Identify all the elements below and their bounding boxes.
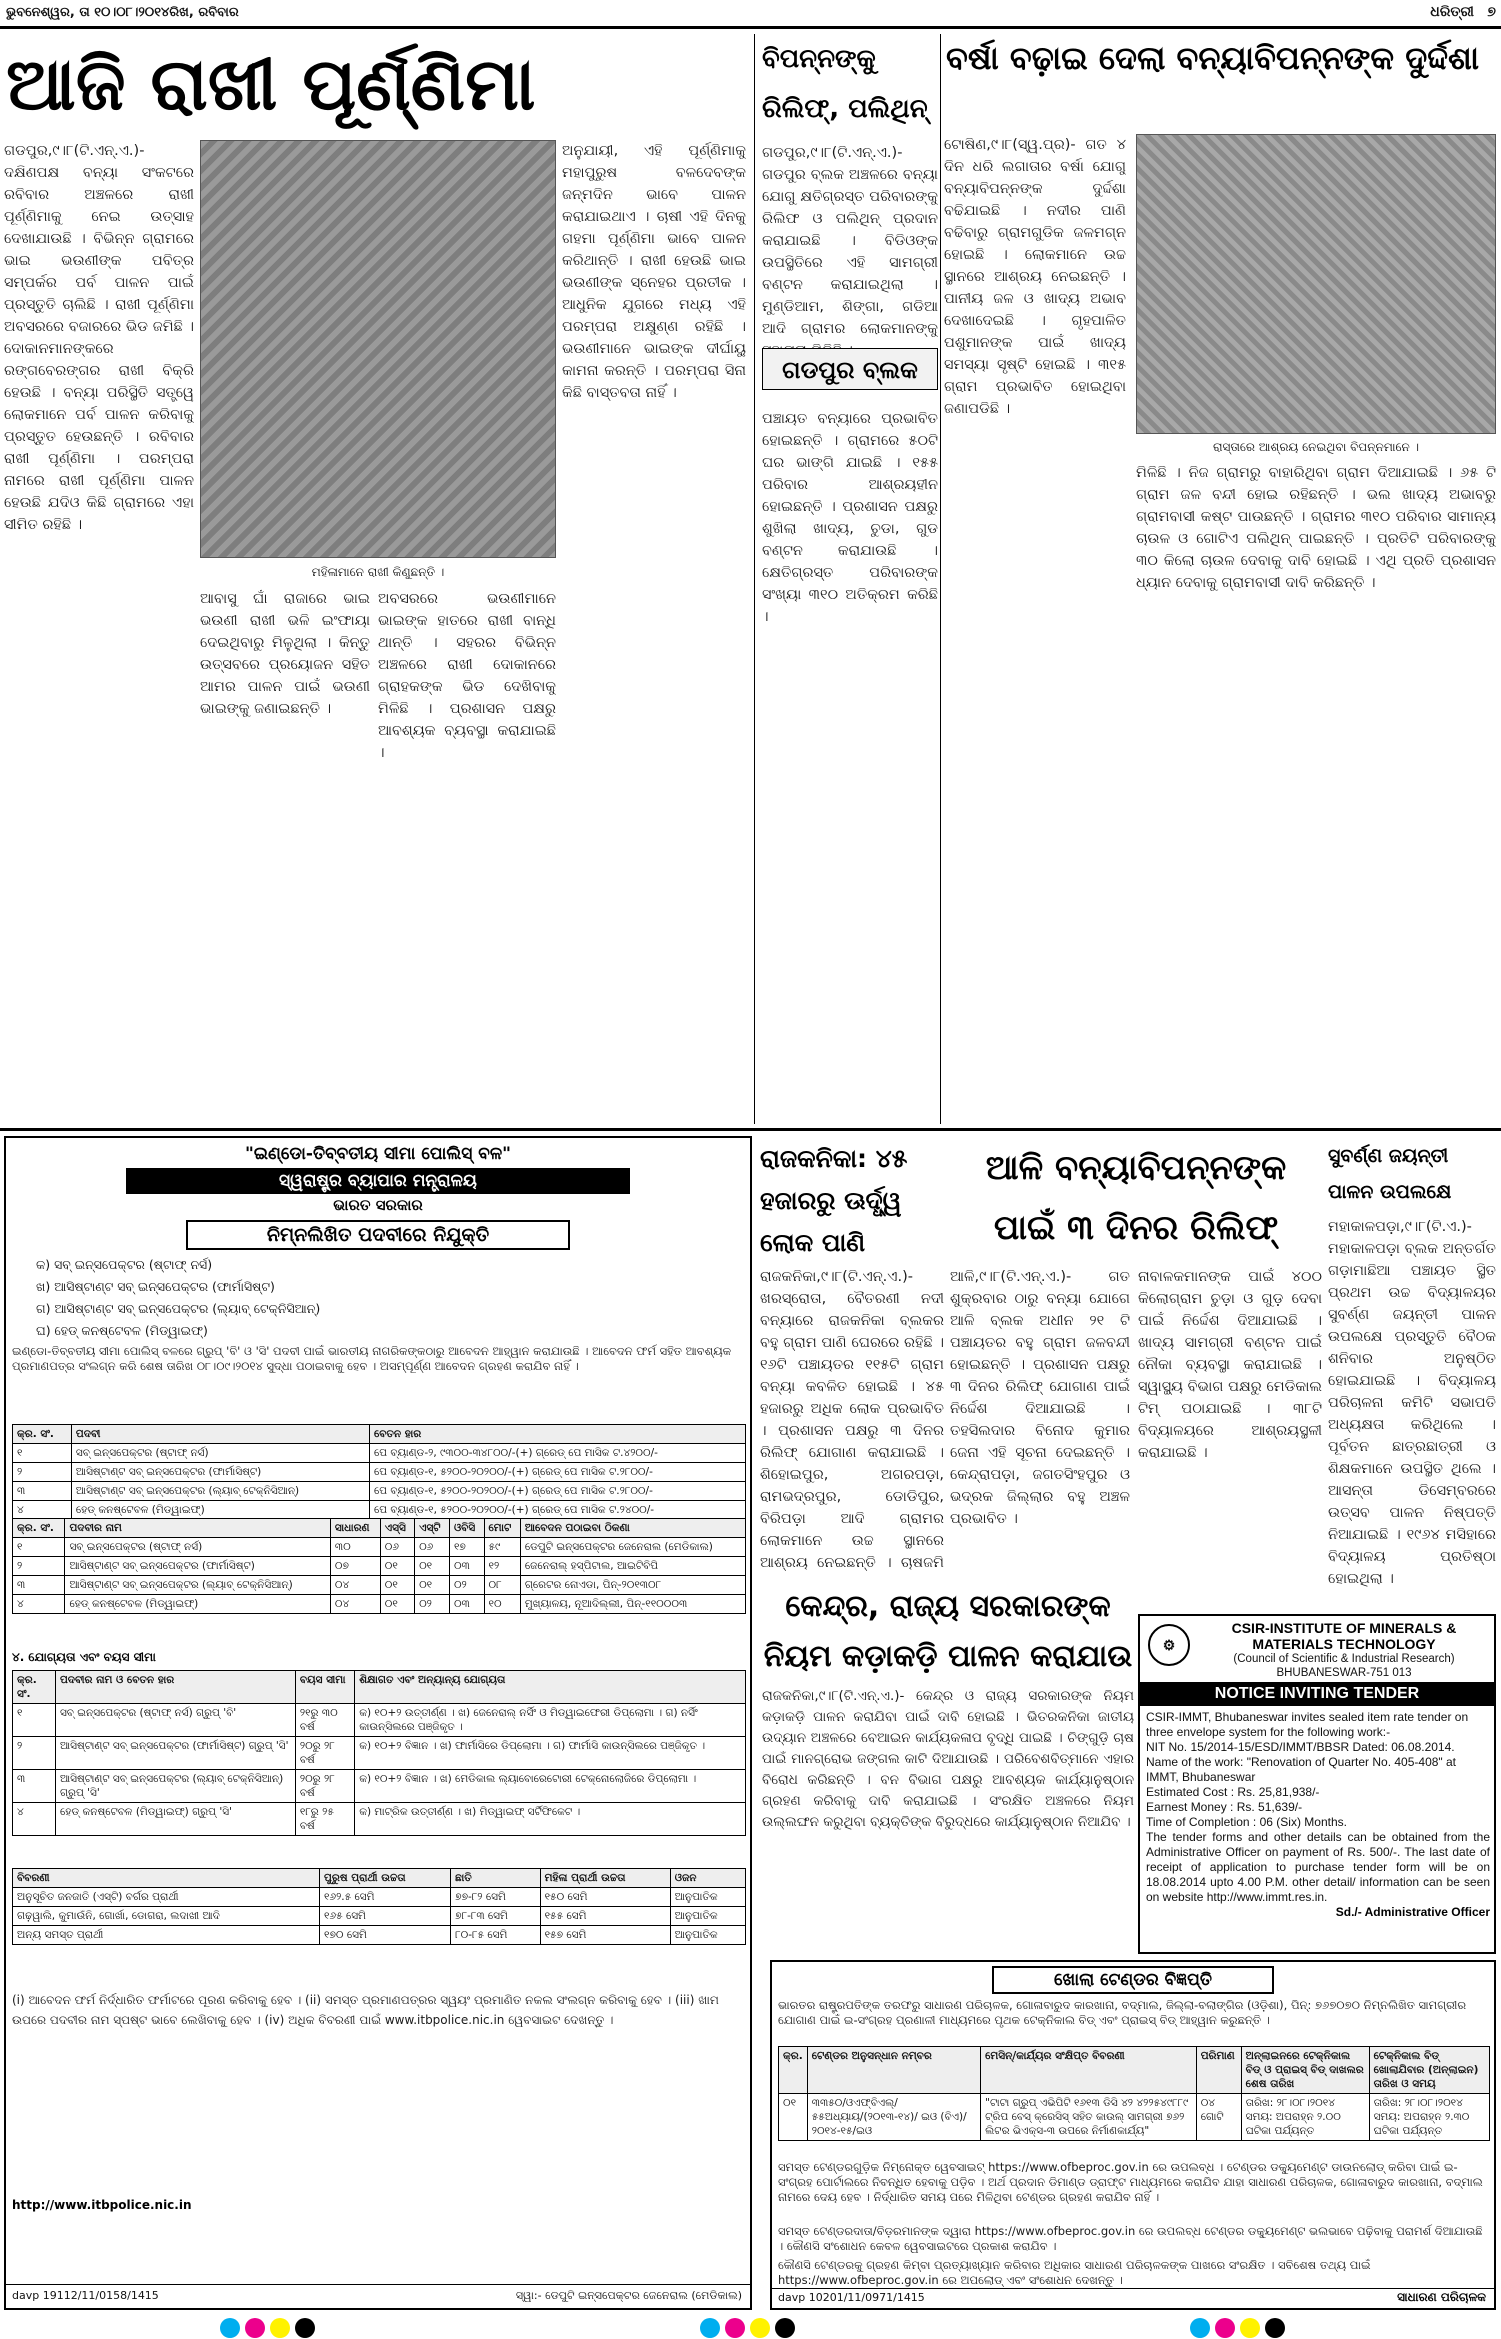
rakhi-col3: ଅବସରରେ ଭଉଣୀମାନେ ଭାଇଙ୍କ ହାତରେ ରାଖୀ ବାନ୍ଧି ଥାନ୍ତି । ସହରର ବିଭିନ୍ନ ଅଞ୍ଚଳରେ ରାଖୀ ଦୋକାନରେ ଗ୍ରାହକଙ୍କ ଭିଡ ଦେଖିବାକୁ ମିଳିଛି । ପ୍ରଶାସନ ପକ୍ଷରୁ ଆବଶ୍ୟକ ବ୍ୟବସ୍ଥା କରାଯାଇଛି । bbox=[378, 591, 556, 761]
kendra-story bbox=[758, 1582, 1134, 1954]
flood-body2: ମିଳିଛି । ନିଜ ଗ୍ରାମରୁ ବାହାରିଥିବା ଗ୍ରାମ ଦିଆଯାଇଛି । ୬୫ ଟି ଗ୍ରାମ ଜଳ ବନ୍ଦୀ ହୋଇ ରହିଛନ୍ତି । ଭଲ ଖାଦ୍ୟ ଅଭାବରୁ ଗ୍ରାମବାସୀ କଷ୍ଟ ପାଉଛନ୍ତି । ଗ୍ରାମର ୩୧୦ ପରିବାର ସାମାନ୍ୟ ଚାଉଳ ଓ ଗୋଟିଏ ପଲିଥିନ୍ ପାଇଛନ୍ତି । ପ୍ରତିଟି ପରିବାରଙ୍କୁ ୩୦ କିଲୋ ଚାଉଳ ଦେବାକୁ ଦାବି ହୋଇଛି । ଏଥି ପ୍ରତି ପ୍ରଶାସନ ଧ୍ୟାନ ଦେବାକୁ ଗ୍ରାମବାସୀ ଦାବି କରିଛନ୍ତି । bbox=[1136, 465, 1496, 591]
table-row: ୩ ଆସିଷ୍ଟାଣ୍ଟ ସବ୍ ଇନ୍ସପେକ୍ଟର (ଲ୍ୟାବ୍ ଟେକ୍ନିସିଆନ୍) ପେ ବ୍ୟାଣ୍ଡ-୧, ୫୨୦୦-୨୦୨୦୦/-(+) ଗ୍ରେଡ୍ ପେ ମାସିକ ଟ.୨୮୦୦/- bbox=[13, 1482, 746, 1501]
phys-header: ମହିଳା ପ୍ରାର୍ଥୀ ଉଚ୍ଚତା bbox=[540, 1869, 670, 1888]
csir-org4: BHUBANESWAR-751 013 bbox=[1276, 1667, 1412, 1679]
page-number: ୭ bbox=[1487, 4, 1496, 20]
itbp-post: ଘ) ହେଡ୍ କନଷ୍ଟେବଳ (ମିଡ୍‌ୱାଇଫ୍) bbox=[36, 1323, 208, 1338]
ofb-tender-ad bbox=[770, 1960, 1496, 2310]
vac-header: ସାଧାରଣ bbox=[330, 1519, 380, 1538]
table-row: ୨ ଆସିଷ୍ଟାଣ୍ଟ ସବ୍ ଇନ୍ସପେକ୍ଟର (ଫାର୍ମାସିଷ୍ଟ) ଗ୍ରୁପ୍ 'ସି' ୨୦ରୁ ୨୮ ବର୍ଷ କ) ୧୦+୨ ବିଜ୍ଞାନ । ଖ) ଫାର୍ମାସିରେ ଡିପ୍ଲୋମା । ଗ) ଫାର୍ମାସି କାଉନ୍ସିଲରେ ପଞ୍ଜିକୃତ । bbox=[13, 1737, 746, 1770]
magenta-dot-icon bbox=[1215, 2318, 1235, 2338]
phys-header: ଓଜନ bbox=[670, 1869, 745, 1888]
black-dot-icon bbox=[775, 2318, 795, 2338]
yellow-dot-icon bbox=[1240, 2318, 1260, 2338]
cyan-dot-icon bbox=[1190, 2318, 1210, 2338]
ofb-header: ଟେଣ୍ଡର ଅନୁସନ୍ଧାନ ନମ୍ବର bbox=[807, 2047, 980, 2094]
itbp-footer bbox=[6, 2284, 750, 2308]
relief-body2: ପଞ୍ଚାୟତ ବନ୍ୟାରେ ପ୍ରଭାବିତ ହୋଇଛନ୍ତି । ଗ୍ରାମରେ ୫୦ଟି ଘର ଭାଙ୍ଗି ଯାଇଛି । ୧୫୫ ପରିବାର ଆଶ୍ରୟହୀନ ହୋଇଛନ୍ତି । ପ୍ରଶାସନ ପକ୍ଷରୁ ଶୁଖିଲା ଖାଦ୍ୟ, ଚୁଡା, ଗୁଡ ବଣ୍ଟନ କରାଯାଉଛି । କ୍ଷେତିଗ୍ରସ୍ତ ପରିବାରଙ୍କ ସଂଖ୍ୟା ୩୧୦ ଅତିକ୍ରମ କରିଛି । bbox=[762, 411, 938, 625]
three-day-body2: ନାବାଳକମାନଙ୍କ ପାଇଁ ୪୦୦ କିଲୋଗ୍ରାମ ଚୁଡ଼ା ଓ ଗୁଡ଼ ଦେବା ପାଇଁ ନିର୍ଦ୍ଦେଶ ଦିଆଯାଇଛି । ଖାଦ୍ୟ ସାମଗ୍ରୀ ବଣ୍ଟନ ପାଇଁ ନୌକା ବ୍ୟବସ୍ଥା କରାଯାଇଛି । ସ୍ୱାସ୍ଥ୍ୟ ବିଭାଗ ପକ୍ଷରୁ ମେଡିକାଲ ଟିମ୍ ପଠାଯାଇଛି । ୩୮ଟି ବିଦ୍ୟାଳୟରେ ଆଶ୍ରୟସ୍ଥଳୀ କରାଯାଇଛି । bbox=[1138, 1269, 1322, 1461]
pay-header: କ୍ର. ସଂ. bbox=[13, 1425, 72, 1444]
rakhi-col1: ଗଡପୁର,୯।୮(ଟି.ଏନ୍.ଏ.)- ଦକ୍ଷିଣପକ୍ଷ ବନ୍ୟା ସଂକଟରେ ରବିବାର ଅଞ୍ଚଳରେ ରାଖୀ ପୂର୍ଣ୍ଣିମାକୁ ନେଇ ଉତ୍ସାହ ଦେଖାଯାଉଛି । ବିଭିନ୍ନ ଗ୍ରାମରେ ଭାଇ ଭଉଣୀଙ୍କ ପବିତ୍ର ସମ୍ପର୍କର ପର୍ବ ପାଳନ ପାଇଁ ପ୍ରସ୍ତୁତି ଚାଲିଛି । ରାଖୀ ପୂର୍ଣ୍ଣିମା ଅବସରରେ ବଜାରରେ ଭିଡ ଜମିଛି । ଦୋକାନମାନଙ୍କରେ ରଙ୍ଗବେରଙ୍ଗର ରାଖୀ ବିକ୍ରି ହେଉଛି । ବନ୍ୟା ପରିସ୍ଥିତି ସତ୍ତ୍ୱେ ଲୋକମାନେ ପର୍ବ ପାଳନ କରିବାକୁ ପ୍ରସ୍ତୁତ ହେଉଛନ୍ତି । ରବିବାର ରାଖୀ ପୂର୍ଣ୍ଣିମା । ପରମ୍ପରା ନାମରେ ରାଖୀ ପୂର୍ଣ୍ଣିମା ପାଳନ ହେଉଛି ଯଦିଓ କିଛି ଗ୍ରାମରେ ଏହା ସୀମିତ ରହିଛି । bbox=[4, 143, 194, 533]
table-row: ୨ ଆସିଷ୍ଟାଣ୍ଟ ସବ୍ ଇନ୍ସପେକ୍ଟର (ଫାର୍ମାସିଷ୍ଟ) ପେ ବ୍ୟାଣ୍ଡ-୧, ୫୨୦୦-୨୦୨୦୦/-(+) ଗ୍ରେଡ୍ ପେ ମାସିକ ଟ.୨୮୦୦/- bbox=[13, 1463, 746, 1482]
csir-time: Time of Completion : 06 (Six) Months. bbox=[1146, 1815, 1347, 1829]
ofb-intro: ଭାରତର ରାଷ୍ଟ୍ରପତିଙ୍କ ତରଫରୁ ସାଧାରଣ ପରିଚାଳକ, ଗୋଳାବାରୁଦ କାରଖାନା, ବଦ୍ମାଲ, ଜିଲ୍ଲା-ବଲାଙ୍ଗିର (ଓଡ଼ିଶା), ପିନ୍: ୭୬୭୦୭୦ ନିମ୍ନଲିଖିତ ସାମଗ୍ରୀର ଯୋଗାଣ ପାଇଁ ଇ-ସଂଗ୍ରହ ପ୍ରଣାଳୀ ମାଧ୍ୟମରେ ପୃଥକ ଟେକ୍ନିକାଲ ବିଡ୍ ଏବଂ ପ୍ରାଇସ୍ ବିଡ୍ ଆହ୍ୱାନ କରୁଛନ୍ତି । bbox=[778, 1998, 1467, 2027]
itbp-banner2: ସ୍ୱରାଷ୍ଟ୍ର ବ୍ୟାପାର ମନ୍ତ୍ରାଳୟ bbox=[126, 1168, 630, 1194]
vac-header: ପଦବୀର ନାମ bbox=[65, 1519, 330, 1538]
csir-org2: MATERIALS TECHNOLOGY bbox=[1252, 1636, 1436, 1652]
ofb-title: ଖୋଲା ଟେଣ୍ଡର ବିଜ୍ଞପ୍ତି bbox=[992, 1966, 1274, 1994]
table-row: ୧ ସବ୍ ଇନ୍ସପେକ୍ଟର (ଷ୍ଟାଫ୍ ନର୍ସ) ଗ୍ରୁପ୍ 'ବି' ୨୧ରୁ ୩୦ ବର୍ଷ କ) ୧୦+୨ ଉତ୍ତୀର୍ଣ୍ଣ । ଖ) ଜେନେରାଲ୍ ନର୍ସିଂ ଓ ମିଡ୍‌ୱାଇଫେରୀ ଡିପ୍ଲୋମା । ଗ) ନର୍ସିଂ କାଉନ୍ସିଲରେ ପଞ୍ଜିକୃତ । bbox=[13, 1704, 746, 1737]
csir-nit: NIT No. 15/2014-15/ESD/IMMT/BBSR Dated: 06.08.2014. bbox=[1146, 1740, 1455, 1754]
table-row: ୪ ହେଡ୍ କନଷ୍ଟେବଳ (ମିଡ୍‌ୱାଇଫ୍) ପେ ବ୍ୟାଣ୍ଡ-୧, ୫୨୦୦-୨୦୨୦୦/-(+) ଗ୍ରେଡ୍ ପେ ମାସିକ ଟ.୨୪୦୦/- bbox=[13, 1501, 746, 1520]
ofb-davp-code: davp 10201/11/0971/1415 bbox=[778, 2291, 925, 2304]
csir-logo-icon: ⚙ bbox=[1148, 1624, 1190, 1666]
masthead-rule bbox=[0, 26, 1501, 29]
rakhi-col4: ଅନୁଯାୟୀ, ଏହି ପୂର୍ଣ୍ଣିମାକୁ ମହାପୁରୁଷ ବଳଦେବଙ୍କ ଜନ୍ମଦିନ ଭାବେ ପାଳନ କରାଯାଇଥାଏ । ଚାଷୀ ଏହି ଦିନକୁ ଗହମା ପୂର୍ଣ୍ଣିମା ଭାବେ ପାଳନ କରିଥାନ୍ତି । ରାଖୀ ହେଉଛି ଭାଇ ଭଉଣୀଙ୍କ ସ୍ନେହର ପ୍ରତୀକ । ଆଧୁନିକ ଯୁଗରେ ମଧ୍ୟ ଏହି ପରମ୍ପରା ଅକ୍ଷୁଣ୍ଣ ରହିଛି । ଭଉଣୀମାନେ ଭାଇଙ୍କ ଦୀର୍ଘାୟୁ କାମନା କରନ୍ତି । ପରମ୍ପରା ସିନା କିଛି ବାସ୍ତବତା ନାହିଁ । bbox=[562, 143, 746, 401]
itbp-posts bbox=[36, 1254, 736, 1342]
itbp-signatory: ସ୍ୱା:- ଡେପୁଟି ଇନ୍ସପେକ୍ଟର ଜେନେରାଲ (ମେଡିକାଲ) bbox=[515, 2289, 742, 2302]
ofb-header: ଟେକ୍ନିକାଲ ବିଡ୍ ଖୋଲାଯିବାର (ଅନ୍‌ଲାଇନ) ତାରିଖ ଓ ସମୟ bbox=[1369, 2047, 1489, 2094]
csir-title: NOTICE INVITING TENDER bbox=[1140, 1682, 1494, 1706]
itbp-website-link[interactable]: http://www.itbpolice.nic.in bbox=[12, 2198, 192, 2212]
table-row: ଗଢ଼ୱାଲି, କୁମାଉଁନି, ଗୋର୍ଖା, ଡୋଗରା, ଲଦାଖୀ ଆଦି ୧୬୫ ସେମି ୭୮-୮୩ ସେମି ୧୫୫ ସେମି ଆନୁପାତିକ bbox=[13, 1907, 746, 1926]
qual-header: ପଦବୀର ନାମ ଓ ବେତନ ହାର bbox=[55, 1671, 295, 1704]
ofb-header: ଅନ୍‌ଲାଇନରେ ଟେକ୍ନିକାଲ ବିଡ୍ ଓ ପ୍ରାଇସ୍ ବିଡ୍ ଦାଖଲର ଶେଷ ତାରିଖ bbox=[1241, 2047, 1369, 2094]
black-dot-icon bbox=[1265, 2318, 1285, 2338]
csir-tender-ad bbox=[1138, 1614, 1496, 1954]
ofb-footer bbox=[772, 2288, 1494, 2308]
vac-header: ଆବେଦନ ପଠାଇବା ଠିକଣା bbox=[520, 1519, 745, 1538]
ofb-para3: କୌଣସି ଟେଣ୍ଡରକୁ ଗ୍ରହଣ କିମ୍ବା ପ୍ରତ୍ୟାଖ୍ୟାନ କରିବାର ଅଧିକାର ସାଧାରଣ ପରିଚାଳକଙ୍କ ପାଖରେ ସଂରକ୍ଷିତ । ସବିଶେଷ ତଥ୍ୟ ପାଇଁ https://www.ofbeproc.gov.in ରେ ଅପଲୋଡ୍ ଏବଂ ସଂଶୋଧନ ଦେଖନ୍ତୁ । bbox=[778, 2258, 1371, 2287]
registration-marks-center bbox=[700, 2318, 795, 2339]
vac-header: ଓବିସି bbox=[449, 1519, 484, 1538]
itbp-davp-code: davp 19112/11/0158/1415 bbox=[12, 2289, 159, 2302]
dateline: ଭୁବନେଶ୍ୱର, ତା ୧୦।୦୮।୨୦୧୪ରିଖ, ରବିବାର bbox=[6, 5, 239, 20]
three-day-relief-story bbox=[948, 1138, 1322, 1578]
itbp-post: କ) ସବ୍ ଇନ୍ସପେକ୍ଟର (ଷ୍ଟାଫ୍ ନର୍ସ) bbox=[36, 1257, 213, 1272]
cyan-dot-icon bbox=[700, 2318, 720, 2338]
vac-header: ଏସ୍‌ଟି bbox=[415, 1519, 450, 1538]
table-row: ୧ ସବ୍ ଇନ୍ସପେକ୍ଟର (ଷ୍ଟାଫ୍ ନର୍ସ) ୩୦ ୦୬ ୦୬ ୧୭ ୫୯ ଡେପୁଟି ଇନ୍ସପେକ୍ଟର ଜେନେରାଲ (ମେଡିକାଲ) bbox=[13, 1538, 746, 1557]
flood-photo bbox=[1136, 134, 1496, 434]
qual-header: ବୟସ ସୀମା bbox=[295, 1671, 354, 1704]
table-row: ୦୧ ୩୩୫୦/ଓଏଫ୍‌ବିଏଲ୍/ ୫୫ଅଧ୍ୟାୟ/(୨୦୧୩-୧୪)/ ଇଓ (ବିଏ)/ ୨୦୧୪-୧୫/ଇଓ "ଟାଟା ଗ୍ରୁପ୍ ଏଭିପିଟି ୧୬୧୩ ଡିସି ୪୨ ୪୨୨୫୪୯୮୮୯ ଟ୍ରିପ ବେସ୍ କ୍ରେସିସ୍ ସହିତ କାଉଲ୍ ସାମଗ୍ରୀ ୭୬୨ ଲିଟର ଭିଏକ୍ସ-୩ ଉପରେ ନିର୍ମାଣକାର୍ଯ୍ୟ" ୦୪ ଗୋଟି ତାରିଖ: ୨୮।୦୮।୨୦୧୪ ସମୟ: ଅପରାହ୍ନ ୨.୦୦ ଘଟିକା ପର୍ଯ୍ୟନ୍ତ ତାରିଖ: ୨୮।୦୮।୨୦୧୪ ସମୟ: ଅପରାହ୍ନ ୨.୩୦ ଘଟିକା ପର୍ଯ୍ୟନ୍ତ bbox=[779, 2094, 1490, 2141]
masthead bbox=[6, 3, 1496, 25]
csir-emd: Earnest Money : Rs. 51,639/- bbox=[1146, 1800, 1303, 1814]
kendra-body: ରାଜକନିକା,୯।୮(ଟି.ଏନ୍.ଏ.)- କେନ୍ଦ୍ର ଓ ରାଜ୍ୟ ସରକାରଙ୍କ ନିୟମ କଡ଼ାକଡ଼ି ପାଳନ କରାଯିବା ପାଇଁ ଦାବି ହୋଇଛି । ଭିତରକନିକା ଜାତୀୟ ଉଦ୍ୟାନ ଅଞ୍ଚଳରେ ବେଆଇନ କାର୍ଯ୍ୟକଳାପ ବୃଦ୍ଧି ପାଇଛି । ଚିଙ୍ଗୁଡ଼ି ଚାଷ ପାଇଁ ମାନଗ୍ରୋଭ ଜଙ୍ଗଲ କାଟି ଦିଆଯାଉଛି । ପରିବେଶବିତ୍ମାନେ ଏହାର ବିରୋଧ କରିଛନ୍ତି । ବନ ବିଭାଗ ପକ୍ଷରୁ ଆବଶ୍ୟକ କାର୍ଯ୍ୟାନୁଷ୍ଠାନ ଗ୍ରହଣ କରିବାକୁ ଦାବି କରାଯାଇଛି । ସଂରକ୍ଷିତ ଅଞ୍ଚଳରେ ନିୟମ ଉଲ୍ଲଙ୍ଘନ କରୁଥିବା ବ୍ୟକ୍ତିଙ୍କ ବିରୁଦ୍ଧରେ କାର୍ଯ୍ୟାନୁଷ୍ଠାନ ନିଆଯିବ । bbox=[762, 1688, 1134, 1830]
vac-header: କ୍ର. ସଂ. bbox=[13, 1519, 65, 1538]
csir-org3: (Council of Scientific & Industrial Research) bbox=[1233, 1653, 1455, 1665]
csir-sign: Sd./- Administrative Officer bbox=[1335, 1905, 1490, 1919]
qual-header: ଶିକ୍ଷାଗତ ଏବଂ ଅନ୍ୟାନ୍ୟ ଯୋଗ୍ୟତା bbox=[355, 1671, 746, 1704]
yellow-dot-icon bbox=[750, 2318, 770, 2338]
csir-body: CSIR-IMMT, Bhubaneswar invites sealed item rate tender on three envelope system for the following work:- bbox=[1146, 1710, 1469, 1739]
flood-photo-caption: ରାସ୍ତାରେ ଆଶ୍ରୟ ନେଇଥିବା ବିପନ୍ନମାନେ । bbox=[1212, 440, 1420, 454]
relief-story bbox=[758, 34, 938, 1124]
rakhi-photo bbox=[200, 140, 556, 558]
table-row: ଅନ୍ୟ ସମସ୍ତ ପ୍ରାର୍ଥୀ ୧୭୦ ସେମି ୮୦-୮୫ ସେମି ୧୫୭ ସେମି ଆନୁପାତିକ bbox=[13, 1926, 746, 1945]
magenta-dot-icon bbox=[245, 2318, 265, 2338]
relief-headline: ବିପନ୍ନଙ୍କୁ ରିଲିଫ୍, ପଲିଥିନ୍ bbox=[762, 44, 928, 124]
phys-header: ପୁରୁଷ ପ୍ରାର୍ଥୀ ଉଚ୍ଚତା bbox=[320, 1869, 451, 1888]
csir-org1: CSIR-INSTITUTE OF MINERALS & bbox=[1231, 1620, 1457, 1636]
ofb-header: ପରିମାଣ bbox=[1196, 2047, 1241, 2094]
table-row: ୪ ହେଡ୍ କନଷ୍ଟେବଳ (ମିଡ୍‌ୱାଇଫ୍) ଗ୍ରୁପ୍ 'ସି' ୧୮ରୁ ୨୫ ବର୍ଷ କ) ମାଟ୍ରିକ ଉତ୍ତୀର୍ଣ୍ଣ । ଖ) ମିଡ୍‌ୱାଇଫ୍ ସର୍ଟିଫିକେଟ । bbox=[13, 1803, 746, 1836]
cyan-dot-icon bbox=[220, 2318, 240, 2338]
phys-header: ଛାତି bbox=[451, 1869, 540, 1888]
table-row: ୩ ଆସିଷ୍ଟାଣ୍ଟ ସବ୍ ଇନ୍ସପେକ୍ଟର (ଲ୍ୟାବ୍ ଟେକ୍ନିସିଆନ୍) ଗ୍ରୁପ୍ 'ସି' ୨୦ରୁ ୨୮ ବର୍ଷ କ) ୧୦+୨ ବିଜ୍ଞାନ । ଖ) ମେଡିକାଲ ଲ୍ୟାବୋରେଟୋରୀ ଟେକ୍ନୋଲୋଜିରେ ଡିପ୍ଲୋମା । bbox=[13, 1770, 746, 1803]
paper-name: ଧରିତ୍ରୀ bbox=[1430, 4, 1474, 20]
ofb-header: କ୍ର. bbox=[779, 2047, 808, 2094]
suvarna-jayanti-story bbox=[1328, 1138, 1496, 1612]
itbp-physical-table bbox=[12, 1868, 746, 1978]
csir-para: The tender forms and other details can be obtained from the Administrative Officer on payment of Rs. 500/-. The last date of receipt of application to purchase tender form will be on 18.08.2014 upto 4.00 P.M. other detail/ information can be seen on website http://www.immt.res.in. bbox=[1146, 1830, 1490, 1904]
registration-marks-left bbox=[220, 2318, 315, 2339]
registration-strip bbox=[0, 2316, 1501, 2339]
pay-header: ବେତନ ହାର bbox=[369, 1425, 745, 1444]
itbp-vacancy-table bbox=[12, 1518, 746, 1646]
suvarna-body: ମହାକାଳପଡ଼ା,୯।୮(ଟି.ଏ.)- ମହାକାଳପଡ଼ା ବ୍ଲକ ଅନ୍ତର୍ଗତ ଗଡ଼ାମାଛିଆ ପଞ୍ଚାୟତ ସ୍ଥିତ ପ୍ରଥମ ଉଚ୍ଚ ବିଦ୍ୟାଳୟର ସୁବର୍ଣ୍ଣ ଜୟନ୍ତୀ ପାଳନ ଉପଲକ୍ଷେ ପ୍ରସ୍ତୁତି ବୈଠକ ଶନିବାର ଅନୁଷ୍ଠିତ ହୋଇଯାଇଛି । ବିଦ୍ୟାଳୟ ପରିଚାଳନା କମିଟି ସଭାପତି ଅଧ୍ୟକ୍ଷତା କରିଥିଲେ । ପୂର୍ବତନ ଛାତ୍ରଛାତ୍ରୀ ଓ ଶିକ୍ଷକମାନେ ଉପସ୍ଥିତ ଥିଲେ । ଆସନ୍ତା ଡିସେମ୍ବରରେ ଉତ୍ସବ ପାଳନ ନିଷ୍ପତ୍ତି ନିଆଯାଇଛି । ୧୯୬୪ ମସିହାରେ ବିଦ୍ୟାଳୟ ପ୍ରତିଷ୍ଠା ହୋଇଥିଲା । bbox=[1328, 1219, 1496, 1587]
csir-work: Name of the work: "Renovation of Quarter No. 405-408" at IMMT, Bhubaneswar bbox=[1146, 1755, 1457, 1784]
itbp-banner3: ଭାରତ ସରକାର bbox=[333, 1196, 423, 1214]
qual-header: କ୍ର. ସଂ. bbox=[13, 1671, 56, 1704]
flood-body1: ଟୋଷିଣ,୯।୮(ସ୍ୱ.ପ୍ର)- ଗତ ୪ ଦିନ ଧରି ଲଗାତାର ବର୍ଷା ଯୋଗୁ ବନ୍ୟାବିପନ୍ନଙ୍କ ଦୁର୍ଦ୍ଦଶା ବଢିଯାଇଛି । ନଦୀର ପାଣି ବଢିବାରୁ ଗ୍ରାମଗୁଡିକ ଜଳମଗ୍ନ ହୋଇଛି । ଲୋକମାନେ ଉଚ୍ଚ ସ୍ଥାନରେ ଆଶ୍ରୟ ନେଇଛନ୍ତି । ପାନୀୟ ଜଳ ଓ ଖାଦ୍ୟ ଅଭାବ ଦେଖାଦେଇଛି । ଗୃହପାଳିତ ପଶୁମାନଙ୍କ ପାଇଁ ଖାଦ୍ୟ ସମସ୍ୟା ସୃଷ୍ଟି ହୋଇଛି । ୩୧୫ ଗ୍ରାମ ପ୍ରଭାବିତ ହୋଇଥିବା ଜଣାପଡିଛି । bbox=[944, 137, 1126, 417]
rajkanika-story bbox=[758, 1138, 944, 1578]
registration-marks-right bbox=[1190, 2318, 1285, 2339]
relief-body1: ଗଡପୁର,୯।୮(ଟି.ଏନ୍.ଏ.)- ଗଡପୁର ବ୍ଲକ ଅଞ୍ଚଳରେ ବନ୍ୟା ଯୋଗୁ କ୍ଷତିଗ୍ରସ୍ତ ପରିବାରଙ୍କୁ ରିଲିଫ ଓ ପଲିଥିନ୍ ପ୍ରଦାନ କରାଯାଇଛି । ବିଡିଓଙ୍କ ଉପସ୍ଥିତିରେ ଏହି ସାମଗ୍ରୀ ବଣ୍ଟନ କରାଯାଇଥିଲା । ମୁଣ୍ଡିଆମ, ଶିଙ୍ଗା, ଗଡିଆ ଆଦି ଗ୍ରାମର ଲୋକମାନଙ୍କୁ bbox=[762, 145, 938, 337]
relief-subhead: ଗଡପୁର ବ୍ଲକ bbox=[762, 348, 938, 390]
table-row: ଅନୁସୂଚିତ ଜନଜାତି (ଏସ୍‌ଟି) ବର୍ଗର ପ୍ରାର୍ଥୀ ୧୬୨.୫ ସେମି ୭୭-୮୨ ସେମି ୧୫୦ ସେମି ଆନୁପାତିକ bbox=[13, 1888, 746, 1907]
three-day-headline: ଆଳି ବନ୍ୟାବିପନ୍ନଙ୍କ ପାଇଁ ୩ ଦିନର ରିଲିଫ୍ bbox=[985, 1148, 1287, 1248]
yellow-dot-icon bbox=[270, 2318, 290, 2338]
table-row: ୪ ହେଡ୍ କନଷ୍ଟେବଳ (ମିଡ୍‌ୱାଇଫ୍) ୦୪ ୦୧ ୦୨ ୦୩ ୧୦ ମୁଖ୍ୟାଳୟ, ନୂଆଦିଲ୍ଲୀ, ପିନ୍-୧୧୦୦୦୩ bbox=[13, 1595, 746, 1614]
rakhi-photo-caption: ମହିଳାମାନେ ରାଖୀ କିଣୁଛନ୍ତି । bbox=[311, 565, 445, 579]
itbp-post: ଖ) ଆସିଷ୍ଟାଣ୍ଟ ସବ୍ ଇନ୍ସପେକ୍ଟର (ଫାର୍ମାସିଷ୍ଟ) bbox=[36, 1279, 275, 1294]
ofb-header: ମେସିନ୍/କାର୍ଯ୍ୟର ସଂକ୍ଷିପ୍ତ ବିବରଣୀ bbox=[981, 2047, 1197, 2094]
itbp-recruitment-ad bbox=[4, 1136, 752, 2310]
suvarna-headline: ସୁବର୍ଣ୍ଣ ଜୟନ୍ତୀ ପାଳନ ଉପଲକ୍ଷେ bbox=[1328, 1145, 1452, 1203]
table-row: ୩ ଆସିଷ୍ଟାଣ୍ଟ ସବ୍ ଇନ୍ସପେକ୍ଟର (ଲ୍ୟାବ୍ ଟେକ୍ନିସିଆନ୍) ୦୪ ୦୧ ୦୧ ୦୨ ୦୮ ଗ୍ରେଟର ନୋଏଡା, ପିନ୍-୨୦୧୩୦୮ bbox=[13, 1576, 746, 1595]
ofb-signatory: ସାଧାରଣ ପରିଚାଳକ bbox=[1397, 2290, 1486, 2304]
itbp-banner1: "ଇଣ୍ଡୋ-ତିବ୍ବତୀୟ ସୀମା ପୋଲିସ୍ ବଳ" bbox=[245, 1144, 511, 1164]
vac-header: ଏସ୍‌ସି bbox=[380, 1519, 414, 1538]
itbp-qual-title: ୪. ଯୋଗ୍ୟତା ଏବଂ ବୟସ ସୀମା bbox=[12, 1650, 156, 1664]
rajkanika-body: ରାଜକନିକା,୯।୮(ଟି.ଏନ୍.ଏ.)- ଖରସ୍ରୋତା, ବୈତରଣୀ ନଦୀ ବନ୍ୟାରେ ରାଜକନିକା ବ୍ଲକର ବହୁ ଗ୍ରାମ ପାଣି ଘେରରେ ରହିଛି । ୧୬ଟି ପଞ୍ଚାୟତର ୧୧୫ଟି ଗ୍ରାମ ବନ୍ୟା କବଳିତ ହୋଇଛି । ୪୫ ହଜାରରୁ ଅଧିକ ଲୋକ ପ୍ରଭାବିତ । ପ୍ରଶାସନ ପକ୍ଷରୁ ୩ ଦିନର ରିଲିଫ୍ ଯୋଗାଣ କରାଯାଇଛି । ଶିହୋଇପୁର, ଅଗରପଡ଼ା, ରାମଭଦ୍ରପୁର, ଡୋଡିପୁର, ବିରିପଡ଼ା ଆଦି ଗ୍ରାମର ଲୋକମାନେ ଉଚ୍ଚ ସ୍ଥାନରେ ଆଶ୍ରୟ ନେଇଛନ୍ତି । ଚାଷଜମି bbox=[760, 1269, 944, 1571]
itbp-title: ନିମ୍ନଲିଖିତ ପଦବୀରେ ନିଯୁକ୍ତି bbox=[186, 1220, 570, 1250]
vac-header: ମୋଟ bbox=[484, 1519, 520, 1538]
itbp-pay-table bbox=[12, 1424, 746, 1516]
itbp-qualification-table bbox=[12, 1670, 746, 1860]
ofb-para2: ସମସ୍ତ ଟେଣ୍ଡରଦାତା/ବିଡ଼ରମାନଙ୍କ ଦ୍ୱାରା https://www.ofbeproc.gov.in ରେ ଉପଲବ୍ଧ ଟେଣ୍ଡର ଡକ୍ୟୁମେଣ୍ଟ ଭଲଭାବେ ପଢ଼ିବାକୁ ପରାମର୍ଶ ଦିଆଯାଉଛି । କୌଣସି ସଂଶୋଧନ କେବଳ ୱେବସାଇଟରେ ପ୍ରକାଶ କରାଯିବ । bbox=[778, 2224, 1483, 2253]
csir-content bbox=[1146, 1710, 1490, 1920]
kendra-headline: କେନ୍ଦ୍ର, ରାଜ୍ୟ ସରକାରଙ୍କ ନିୟମ କଡ଼ାକଡ଼ି ପାଳନ କରାଯାଉ bbox=[763, 1589, 1133, 1674]
flood-headline: ବର୍ଷା ବଢ଼ାଇ ଦେଲା ବନ୍ୟାବିପନ୍ନଙ୍କ ଦୁର୍ଦ୍ଦଶା bbox=[946, 39, 1480, 77]
pay-header: ପଦବୀ bbox=[71, 1425, 369, 1444]
phys-header: ବିବରଣୀ bbox=[13, 1869, 320, 1888]
itbp-notes: (i) ଆବେଦନ ଫର୍ମ ନିର୍ଦ୍ଧାରିତ ଫର୍ମାଟରେ ପୂରଣ କରିବାକୁ ହେବ । (ii) ସମସ୍ତ ପ୍ରମାଣପତ୍ରର ସ୍ୱୟଂ ପ୍ରମାଣିତ ନକଲ ସଂଲଗ୍ନ କରିବାକୁ ହେବ । (iii) ଖାମ ଉପରେ ପଦବୀର ନାମ ସ୍ପଷ୍ଟ ଭାବେ ଲେଖିବାକୁ ହେବ । (iv) ଅଧିକ ବିବରଣୀ ପାଇଁ www.itbpolice.nic.in ୱେବସାଇଟ ଦେଖନ୍ତୁ । bbox=[12, 1993, 719, 2027]
flood-story bbox=[944, 34, 1496, 1124]
rakhi-story bbox=[0, 32, 750, 1132]
rakhi-headline: ଆଜି ରାଖୀ ପୂର୍ଣ୍ଣିମା bbox=[6, 42, 536, 126]
ofb-table bbox=[778, 2046, 1490, 2154]
itbp-intro: ଇଣ୍ଡୋ-ତିବ୍ବତୀୟ ସୀମା ପୋଲିସ୍ ବଳରେ ଗ୍ରୁପ୍ 'ବି' ଓ 'ସି' ପଦବୀ ପାଇଁ ଭାରତୀୟ ନାଗରିକଙ୍କଠାରୁ ଆବେଦନ ଆହ୍ୱାନ କରାଯାଉଛି । ଆବେଦନ ଫର୍ମ ସହିତ ଆବଶ୍ୟକ ପ୍ରମାଣପତ୍ର ସଂଲଗ୍ନ କରି ଶେଷ ତାରିଖ ୦୮।୦୯।୨୦୧୪ ସୁଦ୍ଧା ପଠାଇବାକୁ ହେବ । ଅସମ୍ପୂର୍ଣ୍ଣ ଆବେଦନ ଗ୍ରହଣ କରାଯିବ ନାହିଁ । bbox=[12, 1344, 732, 1373]
ofb-para1: ସମସ୍ତ ଟେଣ୍ଡରଗୁଡ଼ିକ ନିମ୍ନୋକ୍ତ ୱେବସାଇଟ୍ https://www.ofbeproc.gov.in ରେ ଉପଲବ୍ଧ । ଟେଣ୍ଡର ଡକ୍ୟୁମେଣ୍ଟ ଡାଉନଲୋଡ୍ କରିବା ପାଇଁ ଇ-ସଂଗ୍ରହ ପୋର୍ଟାଲରେ ନିବନ୍ଧିତ ହେବାକୁ ପଡ଼ିବ । ଅର୍ଥ ପ୍ରଦାନ ଡିମାଣ୍ଡ ଡ୍ରାଫ୍ଟ ମାଧ୍ୟମରେ କରାଯିବ ଯାହା ସାଧାରଣ ପରିଚାଳକ, ଗୋଳାବାରୁଦ କାରଖାନା, ବଦ୍ମାଲ ନାମରେ ଦେୟ ହେବ । ନିର୍ଦ୍ଧାରିତ ସମୟ ପରେ ମିଳିଥିବା ଟେଣ୍ଡର ଗ୍ରହଣ କରାଯିବ ନାହିଁ । bbox=[778, 2160, 1483, 2204]
three-day-body1: ଆଳି,୯।୮(ଟି.ଏନ୍.ଏ.)- ଗତ ଶୁକ୍ରବାର ଠାରୁ ବନ୍ୟା ଯୋଗେ ଆଳି ବ୍ଲକ ଅଧୀନ ୨୧ ଟି ପଞ୍ଚାୟତର ବହୁ ଗ୍ରାମ ଜଳବନ୍ଦୀ ହୋଇଛନ୍ତି । ପ୍ରଶାସନ ପକ୍ଷରୁ ୩ ଦିନର ରିଲିଫ୍ ଯୋଗାଣ ପାଇଁ ନିର୍ଦ୍ଦେଶ ଦିଆଯାଇଛି । ତହସିଲଦାର ବିନୋଦ କୁମାର ଜେନା ଏହି ସୂଚନା ଦେଇଛନ୍ତି । କେନ୍ଦ୍ରାପଡ଼ା, ଜଗତସିଂହପୁର ଓ ଭଦ୍ରକ ଜିଲ୍ଲାର ବହୁ ଅଞ୍ଚଳ ପ୍ରଭାବିତ । bbox=[950, 1269, 1130, 1527]
csir-cost: Estimated Cost : Rs. 25,81,938/- bbox=[1146, 1785, 1320, 1799]
magenta-dot-icon bbox=[725, 2318, 745, 2338]
rakhi-col2: ଆବାସୁ ଘାଁ ରାଜାରେ ଭାଇ ଭଉଣୀ ରାଖୀ ଭଳି ଇଂଫାୟା ଦେଇଥିବାରୁ ମିଳୁଥିଲା । କିନ୍ତୁ ଉତ୍ସବରେ ପ୍ରୟୋଜନ ସହିତ ଆମର ପାଳନ ପାଇଁ ଭଉଣୀ ଭାଇଙ୍କୁ ଜଣାଇଛନ୍ତି । bbox=[200, 591, 370, 717]
black-dot-icon bbox=[295, 2318, 315, 2338]
table-row: ୨ ଆସିଷ୍ଟାଣ୍ଟ ସବ୍ ଇନ୍ସପେକ୍ଟର (ଫାର୍ମାସିଷ୍ଟ) ୦୭ ୦୧ ୦୧ ୦୩ ୧୨ ଜେନେରାଲ୍ ହସ୍ପିଟାଲ, ଆଇଟିବିପି bbox=[13, 1557, 746, 1576]
rajkanika-headline: ରାଜକନିକା: ୪୫ ହଜାରରୁ ଊର୍ଦ୍ଧ୍ୱ ଲୋକ ପାଣି bbox=[760, 1144, 908, 1257]
itbp-post: ଗ) ଆସିଷ୍ଟାଣ୍ଟ ସବ୍ ଇନ୍ସପେକ୍ଟର (ଲ୍ୟାବ୍ ଟେକ୍ନିସିଆନ୍) bbox=[36, 1301, 321, 1316]
table-row: ୧ ସବ୍ ଇନ୍ସପେକ୍ଟର (ଷ୍ଟାଫ୍ ନର୍ସ) ପେ ବ୍ୟାଣ୍ଡ-୨, ୯୩୦୦-୩୪୮୦୦/-(+) ଗ୍ରେଡ୍ ପେ ମାସିକ ଟ.୪୨୦୦/- bbox=[13, 1444, 746, 1463]
